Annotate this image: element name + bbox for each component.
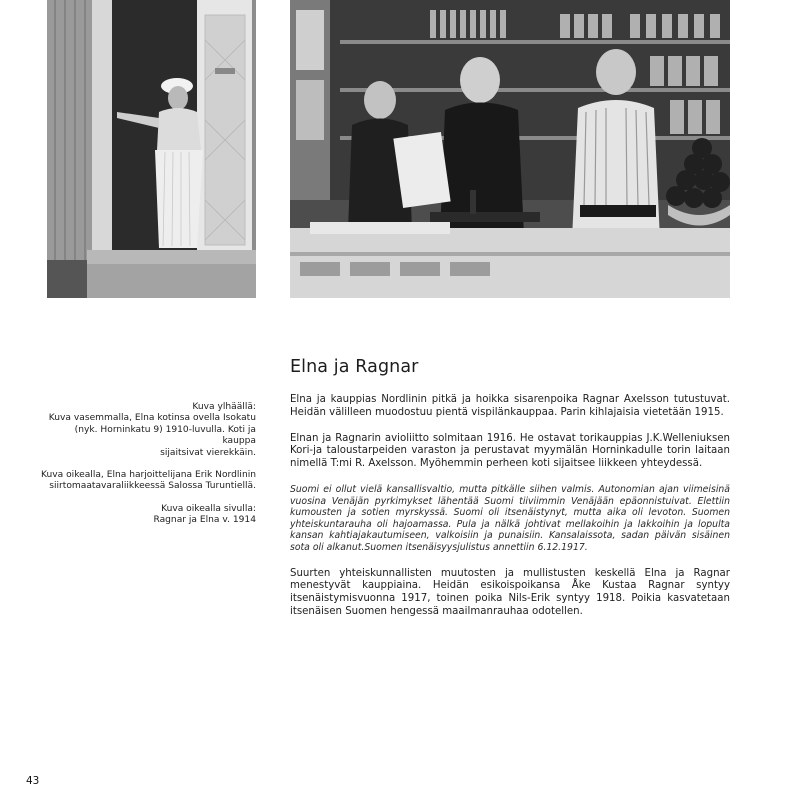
caption-right-photo: Kuva oikealla, Elna harjoittelijana Erik Nordlinin siirtomaatavaraliikkeessä Salossa Turuntiellä.	[40, 470, 256, 492]
article-title: Elna ja Ragnar	[290, 357, 419, 377]
shop-photo-graphic	[290, 0, 730, 298]
photo-woman-in-doorway	[47, 0, 256, 298]
article-history-paragraph: Suomi ei ollut vielä kansallisvaltio, mutta pitkälle siihen valmis. Autonomian ajan viimeisinä vuosina Venäjän pyrkimykset lähentää Suomi tiiviimmin Venäjään epäonnistuivat. Elettiin kumousten ja sotien myrskyssä. Suomi oli itsenäistynyt, mutta aika oli levoton. Suomen yhteiskuntarauha oli hajoamassa. Pula ja nälkä johtivat mellakoihin ja lakkoihin ja lopulta kansan kahtiajakautumiseen, valkoisiin ja punaisiin. Kansalaissota, sadan päivän sisäinen sota oli alkanut.Suomen itsenäisyysjulistus annettiin 6.12.1917.	[290, 483, 730, 553]
article	[290, 357, 730, 632]
article-paragraph-2: Elnan ja Ragnarin avioliitto solmitaan 1916. He ostavat torikauppias J.K.Welleniuksen Kori-ja taloustarpeiden varaston ja perustavat myymälän Horninkadulle torin laitaan nimellä T:mi R. Axelsson. Myöhemmin perheen koti sijaitsee liikkeen yhteydessä.	[290, 432, 730, 470]
caption-opposite-page: Kuva oikealla sivulla: Ragnar ja Elna v. 1914	[153, 503, 256, 526]
article-paragraph-1: Elna ja kauppias Nordlinin pitkä ja hoikka sisarenpoika Ragnar Axelsson tutustuvat. Heidän välilleen muodostuu pientä vispilänkauppaa. Parin kihlajaisia vietetään 1915.	[290, 394, 730, 418]
caption-top-photos: Kuva ylhäällä: Kuva vasemmalla, Elna kotinsa ovella Isokatu (nyk. Horninkatu 9) 1910-luvulla. Koti ja kauppa sijaitsivat vierekkäin.	[48, 402, 256, 458]
doorway-photo-graphic	[47, 0, 256, 298]
photo-captions	[40, 402, 256, 527]
article-paragraph-4: Suurten yhteiskunnallisten muutosten ja mullistusten keskellä Elna ja Ragnar menestyvät kauppiaina. Heidän esikoispoikansa Åke Kustaa Ragnar syntyy itsenäistymisvuonna 1917, toinen poika Nils-Erik syntyy 1918. Poikia kasvatetaan itsenäisen Suomen hengessä maailmanrauhaa odotellen.	[290, 567, 730, 617]
photo-shop-counter	[290, 0, 730, 298]
page-number: 43	[26, 775, 40, 787]
